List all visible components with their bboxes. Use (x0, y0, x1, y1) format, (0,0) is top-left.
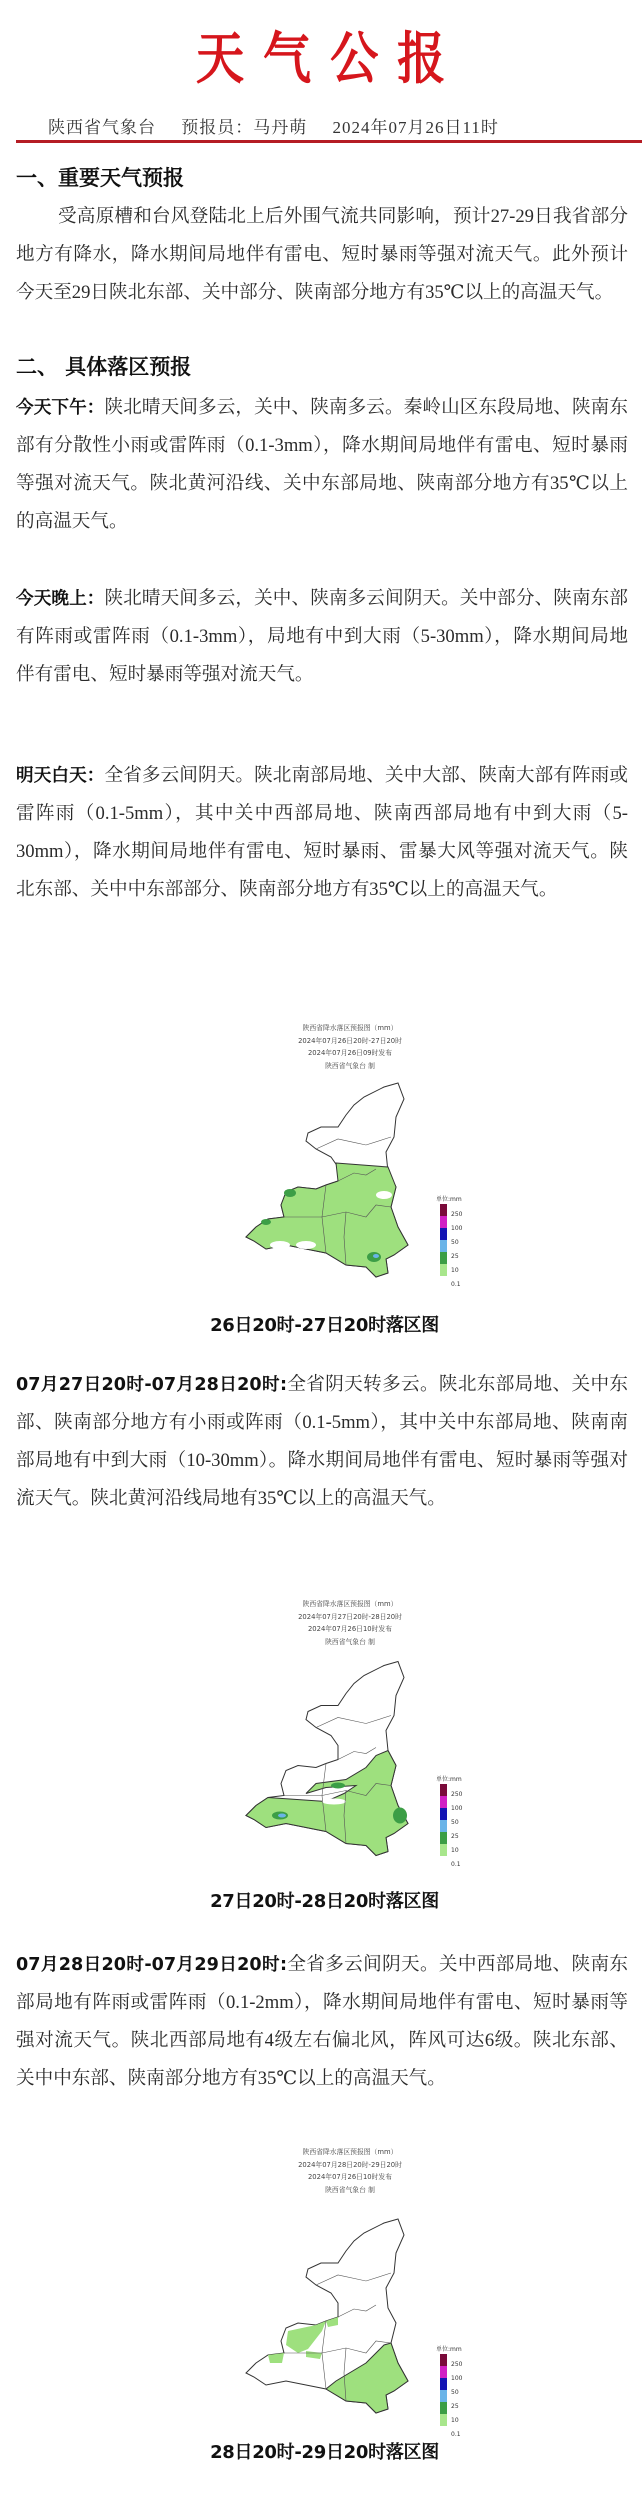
forecast-period-tomorrow-day (16, 757, 628, 909)
period-text: 全省阴天转多云。陕北东部局地、关中东部、陕南部分地方有小雨或阵雨（0.1-5mm），其中关中东部局地、陕南南部局地有中到大雨（10-30mm）。降水期间局地伴有雷电、短时暴雨等强对流天气。陕北黄河沿线局地有35℃以上的高温天气。 (16, 1374, 628, 1509)
legend-title: 单位:mm (436, 1776, 462, 1783)
section-heading-detailed: 二、 具体落区预报 (16, 355, 192, 379)
precip-map-1 (226, 1022, 466, 1288)
forecast-period-27-28 (16, 1366, 628, 1518)
period-text: 陕北晴天间多云，关中、陕南多云。秦岭山区东段局地、陕南东部有分散性小雨或雷阵雨（0.1-3mm），降水期间局地伴有雷电、短时暴雨等强对流天气。陕北黄河沿线、关中东部局地、陕南部分地方有35℃以上的高温天气。 (16, 397, 628, 532)
period-text: 全省多云间阴天。关中西部局地、陕南东部局地有阵雨或雷阵雨（0.1-2mm），降水期间局地伴有雷电、短时暴雨等强对流天气。陕北西部局地有4级左右偏北风，阵风可达6级。陕北东部、关中中东部、陕南部分地方有35℃以上的高温天气。 (16, 1954, 628, 2089)
forecaster: 预报员：马丹萌 (181, 118, 308, 137)
header-divider (16, 140, 642, 143)
period-label: 明天白天： (16, 766, 105, 786)
shaanxi-map (226, 1653, 436, 1868)
period-text: 全省多云间阴天。陕北南部局地、关中大部、陕南大部有阵雨或雷阵雨（0.1-5mm），其中关中西部局地、陕南西部局地有中到大雨（5-30mm），降水期间局地伴有雷电、短时暴雨、雷暴大风等强对流天气。陕北东部、关中中东部部分、陕南部分地方有35℃以上的高温天气。 (16, 765, 628, 900)
map-title: 陕西省降水落区预报图（mm） (302, 1600, 398, 1608)
precip-map-2 (226, 1598, 466, 1868)
shaanxi-map (226, 2208, 436, 2428)
period-label: 07月27日20时-07月28日20时: (16, 1375, 287, 1395)
map-caption-3: 28日20时-29日20时落区图 (210, 2442, 439, 2463)
map-period: 2024年07月26日20时-27日20时 (298, 1036, 402, 1045)
important-forecast-paragraph: 受高原槽和台风登陆北上后外围气流共同影响，预计27-29日我省部分地方有降水，降水期间局地伴有雷电、短时暴雨等强对流天气。此外预计今天至29日陕北东部、关中部分、陕南部分地方有35℃以上的高温天气。 (16, 206, 628, 303)
map-title: 陕西省降水落区预报图（mm） (302, 1024, 398, 1032)
map-producer: 陕西省气象台 制 (325, 1637, 375, 1646)
map-producer: 陕西省气象台 制 (325, 1061, 375, 1070)
map-header (226, 2146, 466, 2196)
shaanxi-map (226, 1077, 436, 1287)
period-label: 07月28日20时-07月29日20时: (16, 1955, 287, 1975)
period-text: 陕北晴天间多云，关中、陕南多云间阴天。关中部分、陕南东部有阵雨或雷阵雨（0.1-3mm），局地有中到大雨（5-30mm），降水期间局地伴有雷电、短时暴雨等强对流天气。 (16, 588, 628, 685)
map-issued: 2024年07月26日09时发布 (307, 1049, 393, 1057)
precip-map-3 (226, 2146, 466, 2438)
map-header (226, 1022, 466, 1072)
document-title: 天气公报 (195, 27, 465, 92)
agency-name: 陕西省气象台 (48, 118, 156, 137)
section-heading-important: 一、重要天气预报 (16, 166, 184, 190)
map-legend: 单位:mm 250 100 50 25 10 0.1 (440, 2344, 480, 2353)
map-period: 2024年07月28日20时-29日20时 (298, 2160, 402, 2169)
map-producer: 陕西省气象台 制 (325, 2185, 375, 2194)
period-label: 今天下午： (16, 398, 105, 418)
map-period: 2024年07月27日20时-28日20时 (298, 1612, 402, 1621)
map-issued: 2024年07月26日10时发布 (307, 2173, 393, 2181)
map-title: 陕西省降水落区预报图（mm） (302, 2148, 398, 2156)
map-caption-2: 27日20时-28日20时落区图 (210, 1891, 439, 1912)
period-label: 今天晚上： (16, 589, 105, 609)
issue-time: 2024年07月26日11时 (332, 118, 499, 137)
map-caption-1: 26日20时-27日20时落区图 (210, 1315, 439, 1336)
map-header (226, 1598, 466, 1648)
legend-title: 单位:mm (436, 2346, 462, 2353)
map-issued: 2024年07月26日10时发布 (307, 1625, 393, 1633)
forecast-period-28-29 (16, 1946, 628, 2098)
map-legend: 单位:mm 250 100 50 25 10 0.1 (440, 1194, 480, 1203)
forecast-period-this-afternoon (16, 389, 628, 541)
header-meta (48, 113, 608, 138)
legend-title: 单位:mm (436, 1196, 462, 1203)
forecast-period-tonight (16, 580, 628, 694)
map-legend: 单位:mm 250 100 50 25 10 0.1 (440, 1774, 480, 1783)
